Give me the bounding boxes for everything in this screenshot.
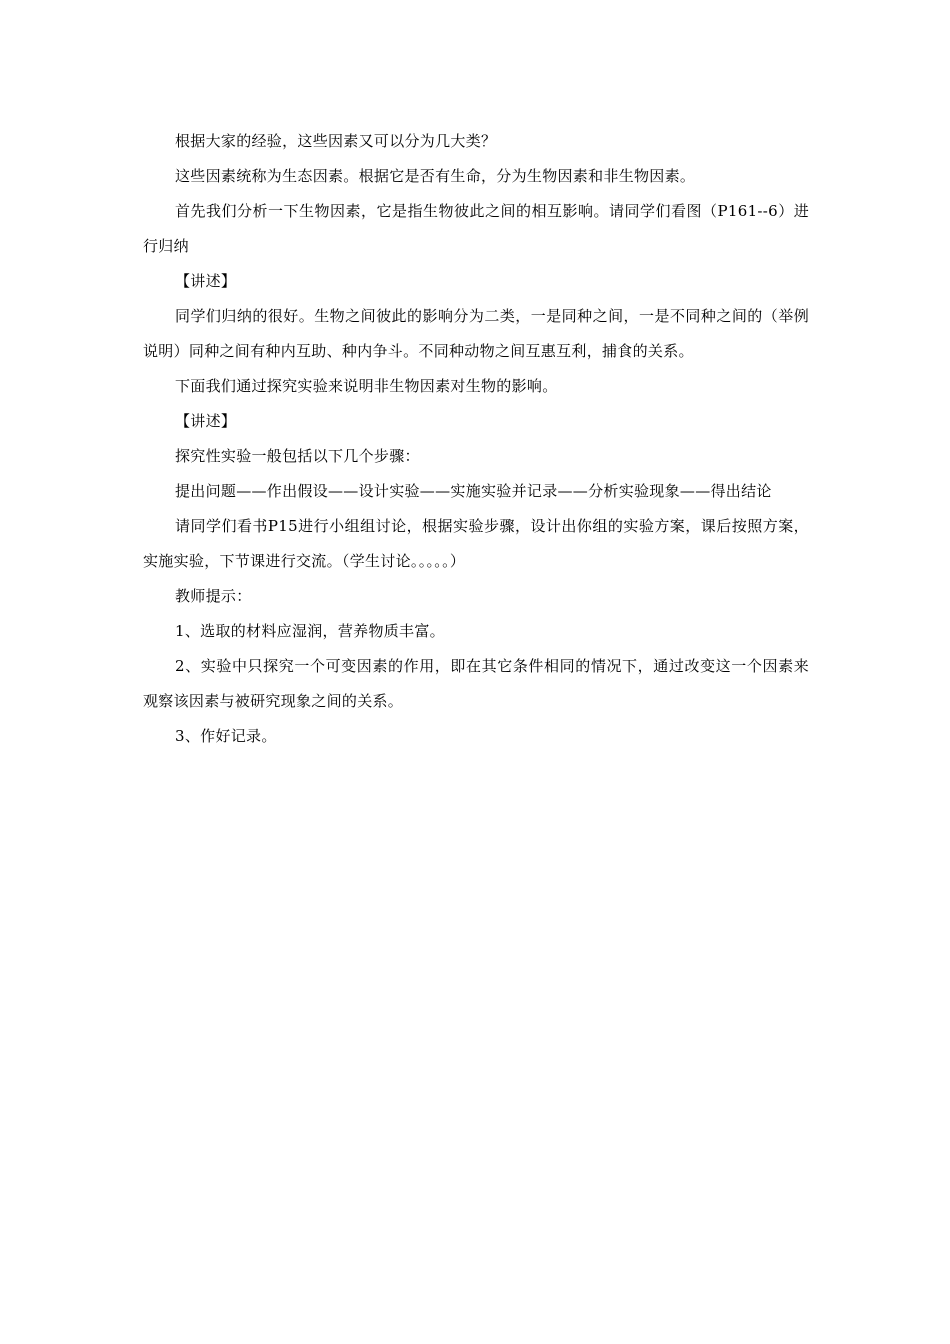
section-heading: 【讲述】 (175, 412, 237, 430)
paragraph: 同学们归纳的很好。生物之间彼此的影响分为二类，一是同种之间，一是不同种之间的（举例说明）同种之间有种内互助、种内争斗。不同种动物之间互惠互利，捕食的关系。 (143, 307, 809, 360)
paragraph: 这些因素统称为生态因素。根据它是否有生命，分为生物因素和非生物因素。 (175, 167, 696, 185)
paragraph: 下面我们通过探究实验来说明非生物因素对生物的影响。 (175, 377, 558, 395)
paragraph: 探究性实验一般包括以下几个步骤： (175, 447, 420, 465)
list-item: 2、实验中只探究一个可变因素的作用，即在其它条件相同的情况下，通过改变这一个因素来观察该因素与被研究现象之间的关系。 (143, 657, 809, 710)
section-heading: 【讲述】 (175, 272, 237, 290)
list-item: 1、选取的材料应湿润，营养物质丰富。 (175, 622, 445, 640)
paragraph: 请同学们看书P15进行小组组讨论，根据实验步骤，设计出你组的实验方案，课后按照方案，实施实验，下节课进行交流。（学生讨论。。。。。） (143, 517, 809, 570)
paragraph: 教师提示： (175, 587, 252, 605)
paragraph: 根据大家的经验，这些因素又可以分为几大类？ (175, 132, 497, 150)
paragraph: 首先我们分析一下生物因素，它是指生物彼此之间的相互影响。请同学们看图（P161--6）进行归纳 (143, 202, 809, 255)
list-item: 3、作好记录。 (175, 727, 277, 745)
paragraph: 提出问题——作出假设——设计实验——实施实验并记录——分析实验现象——得出结论 (175, 482, 772, 500)
document-body (143, 124, 809, 754)
